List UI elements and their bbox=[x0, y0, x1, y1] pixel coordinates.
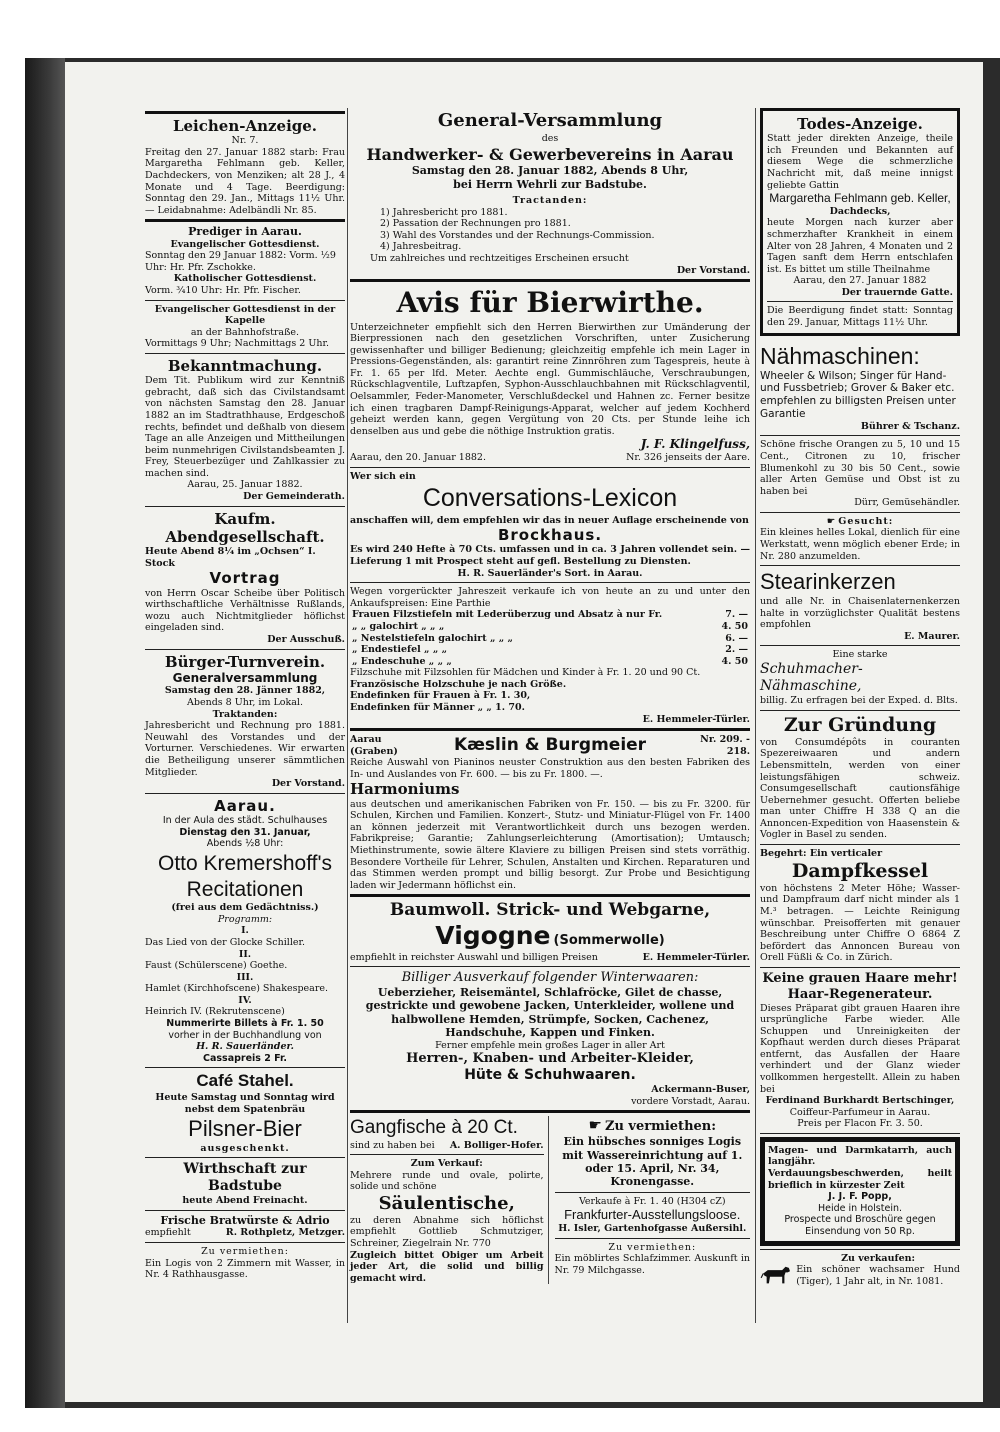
wirth-sub: heute Abend Freinacht. bbox=[182, 1195, 308, 1207]
otto-name: Otto Kremershoff's bbox=[157, 851, 333, 875]
prog-item: Hamlet (Kirchhofscene) Shakespeare. bbox=[145, 983, 329, 995]
kaes-place: Aarau (Graben) bbox=[350, 734, 398, 757]
grund-text: von Consumdépôts in couranten Spezereiwaaren und andern Lebensmitteln, werden von einer leistungsfähigen schweiz. Consumgesellschaft cautionsfähige Uebernehmer gesucht. Offerten beliebe man unter Chiffre H 338 Q an die Annoncen-Expedition von Haasenstein & Vogler in Basel zu senden. bbox=[760, 736, 960, 841]
haar-text: Dieses Präparat gibt grauen Haaren ihre ursprüngliche Farbe wieder. Alle Schuppen und Unreinigkeiten der Kopfhaut werden durch dieses Präparat entfernt, das Ausfallen der Haare verhindert und der Glanz wieder vollkommen hergestellt. Allein zu haben bei bbox=[760, 1002, 960, 1095]
gv-des: des bbox=[541, 133, 559, 145]
lex-text1: anschaffen will, dem empfehlen wir das in neuer Auflage erscheinende von bbox=[350, 514, 749, 526]
otto-day: Dienstag den 31. Januar, bbox=[179, 826, 311, 838]
vortrag-title: Vortrag bbox=[209, 569, 281, 588]
hund-text: Ein schöner wachsamer Hund (Tiger), 1 Jahr alt, in Nr. 1081. bbox=[796, 1264, 960, 1287]
kaufm-text: von Herrn Oscar Scheibe über Politisch wirthschaftliche Verhältnisse Rußlands, wozu auch Nichtmitglieder höflichst eingeladen sind. bbox=[145, 587, 345, 634]
otto-place: In der Aula des städt. Schulhauses bbox=[162, 814, 328, 826]
dog-icon bbox=[760, 1253, 792, 1295]
prog-item: Das Lied von der Glocke Schiller. bbox=[145, 936, 306, 948]
column-right bbox=[760, 108, 960, 1295]
evang-text: Sonntag den 29 Januar 1882: Vorm. ½9 Uhr: Hr. Pfr. Zschokke. bbox=[145, 250, 336, 273]
shoes-item: „ Nestelstiefeln galochirt „ „ „ bbox=[352, 632, 513, 644]
shoes-intro: Wegen vorgerückter Jahreszeit verkaufe ich von heute an zu und unter den Ankaufspreisen: Eine Parthie bbox=[350, 586, 750, 609]
vigogne-sub: (Sommerwolle) bbox=[553, 933, 665, 949]
otto-billets: Nummerirte Billets à Fr. 1. 50 bbox=[166, 1017, 324, 1029]
zuverm-text: Ein Logis von 2 Zimmern mit Wasser, in Nr. 4 Rathhausgasse. bbox=[145, 1257, 345, 1281]
zimmer-title: Zu vermiethen: bbox=[608, 1241, 697, 1253]
kaes-title: Kæslin & Burgmeier bbox=[453, 735, 647, 756]
saeul-text3: Zugleich bittet Obiger um Arbeit jeder Art, die solid und billig gemacht wird. bbox=[350, 1249, 544, 1284]
naeh-text: Wheeler & Wilson; Singer für Hand- und Fussbetrieb; Grover & Baker etc. empfehlen zu billigsten Preisen unter Garantie bbox=[760, 369, 956, 421]
column-left bbox=[145, 108, 345, 1281]
prog-item: Faust (Schülerscene) Goethe. bbox=[145, 960, 288, 972]
gv-tr: Tractanden: bbox=[512, 195, 588, 207]
tod-title: Todes-Anzeige. bbox=[797, 115, 923, 133]
prog-item: III. bbox=[236, 971, 254, 983]
lex-head: Wer sich ein bbox=[350, 470, 416, 482]
cafe-title: Café Stahel. bbox=[196, 1071, 294, 1091]
leichen-title: Leichen-Anzeige. bbox=[172, 117, 318, 135]
column-rule bbox=[347, 108, 348, 1323]
book-spine bbox=[25, 58, 65, 1408]
evang-heading: Evangelischer Gottesdienst. bbox=[170, 238, 320, 250]
prog-item: II. bbox=[238, 948, 252, 960]
magen-place: Heide in Holstein. bbox=[818, 1202, 902, 1214]
tod-place: Aarau, den 27. Januar 1882 bbox=[793, 275, 927, 287]
prog-item: IV. bbox=[238, 994, 252, 1006]
haar-price: Preis per Flacon Fr. 3. 50. bbox=[797, 1118, 923, 1130]
shoes-price: 7. — bbox=[725, 609, 748, 621]
brat-name: R. Rothpletz, Metzger. bbox=[225, 1227, 345, 1239]
avis-place: Aarau, den 20. Januar 1882. bbox=[350, 451, 486, 463]
shoes-sig: E. Hemmeler-Türler. bbox=[642, 713, 750, 725]
gv-verein: Handwerker- & Gewerbevereins in Aarau bbox=[366, 144, 734, 164]
leichen-text: Freitag den 27. Januar 1882 starb: Frau Margaretha Fehlmann geb. Keller, Dachdeckers, von Menziken; alt 28 J., 4 Monate und 4 Tage. Beerdigung: Sonntag den 29. Jan., Mittags 11½ Uhr. — Leidabnahme: Adelbändli Nr. 85. bbox=[145, 146, 345, 216]
gv-item: 4) Jahresbeitrag. bbox=[380, 241, 462, 253]
avis-text: Unterzeichneter empfiehlt sich den Herren Bierwirthen zur Umänderung der Bierpressionen nach den gesetzlichen Vorschriften, unter Zusicherung gewissenhafter und billiger Bedienung; gleichzeitig empfehle ich mein Lager in Pressions-Gegenständen, als: garantirt reine Zinnröhren zum Tagespreis, heute à Fr. 1. 65 per lfd. Meter. Aechte engl. Gummischläuche, Verschraubungen, Rückschlagventile, Luftzapfen, Syphon-Ausschlauchbahnen mit Rückschlagventil, Oelsammler, Feder-Manometer, Verschlußdeckel und Hahnen zc. Ferner besitze ich einen tragbaren Dampf-Reinigungs-Apparat, welcher auf jedem Kochherd geheizt werden kann, gegen Vergütung von 20 Cts. per Stunde leihe ich denselben aus und gebe die nöthige Instruktion gratis. bbox=[350, 321, 750, 437]
table-row bbox=[350, 656, 750, 668]
shoes-price: 2. — bbox=[725, 644, 748, 656]
kapelle-sub: an der Bahnhofstraße. bbox=[190, 326, 300, 338]
shoes-table bbox=[350, 609, 750, 667]
shoes-item: „ „ galochirt „ „ „ bbox=[352, 620, 445, 632]
vigogne-title: Vigogne bbox=[435, 921, 551, 951]
wirth-title: Wirthschaft zur Badstube bbox=[183, 1161, 307, 1195]
haar-sub: Haar-Regenerateur. bbox=[787, 986, 933, 1002]
saeul-zv: Zum Verkauf: bbox=[410, 1158, 483, 1170]
schuh-text: billig. Zu erfragen bei der Exped. d. Blts. bbox=[760, 695, 958, 707]
haar-name: Ferdinand Burkhardt Bertschinger, bbox=[765, 1095, 955, 1107]
naeh-sig: Bührer & Tschanz. bbox=[860, 420, 960, 432]
column-middle bbox=[350, 108, 750, 1284]
shoes-item: Frauen Filzstiefeln mit Lederüberzug und Absatz à nur Fr. bbox=[352, 609, 663, 621]
shoes-price: 4. 50 bbox=[721, 620, 748, 632]
grund-title: Zur Gründung bbox=[783, 713, 937, 736]
turn-time: Abends 8 Uhr, im Lokal. bbox=[187, 697, 303, 709]
schuh-title: Schuhmacher-Nähmaschine, bbox=[760, 660, 863, 694]
dampf-title: Dampfkessel bbox=[791, 859, 929, 882]
baum-text: empfiehlt in reichster Auswahl und billigen Preisen bbox=[350, 951, 598, 963]
otto-prog: Programm: bbox=[217, 913, 273, 925]
kaes-text: aus deutschen und amerikanischen Fabriken von Fr. 150. — bis zu Fr. 3200. für Schulen, Kirchen und Familien. Konzert-, Stutz- und Miniatur-Flügel von Fr. 1400 an können jederzeit mit Verantwortlichkeit durch uns bezogen werden. Fabrikpreise; Garantie; Zahlungserleichterung (Amortisation); Umtausch; Miethinstrumente, sowie ältere Klaviere zu billigen Preisen sind stets vorräthig. Besondere Vortheile für Lehrer, Schulen, Anstalten und Kirchen. Reparaturen und das Stimmen werden prompt und billig besorgt. Zur Probe und Besichtigung laden wir Jedermann höflichst ein. bbox=[350, 798, 750, 891]
page-content bbox=[140, 108, 985, 1348]
turn-date: Samstag den 28. Jänner 1882, bbox=[164, 685, 326, 697]
gv-item: 1) Jahresbericht pro 1881. bbox=[380, 206, 508, 218]
leichen-nr: Nr. 7. bbox=[231, 135, 259, 147]
loose-sig: H. Isler, Gartenhofgasse Außersihl. bbox=[558, 1223, 747, 1235]
kaufm-sig: Der Ausschuß. bbox=[267, 633, 345, 645]
table-row bbox=[350, 633, 750, 645]
turn-sig: Der Vorstand. bbox=[271, 778, 345, 790]
gv-title: General-Versammlung bbox=[437, 110, 663, 131]
gv-sig: Der Vorstand. bbox=[676, 264, 750, 276]
gv-place: bei Herrn Wehrli zur Badstube. bbox=[453, 177, 647, 191]
kapelle-text: Vormittags 9 Uhr; Nachmittags 2 Uhr. bbox=[145, 338, 329, 350]
bekannt-title: Bekanntmachung. bbox=[167, 356, 323, 375]
lex-title: Conversations-Lexicon bbox=[422, 484, 678, 513]
turn-gv: Generalversammlung bbox=[172, 670, 318, 685]
logis-title: Zu vermiethen: bbox=[604, 1119, 717, 1135]
table-row bbox=[350, 621, 750, 633]
kaufm-line: Heute Abend 8¼ im „Ochsen“ I. Stock bbox=[145, 546, 316, 569]
ausv-ferner: Ferner empfehle mein großes Lager in aller Art bbox=[435, 1039, 665, 1051]
ges-text: Ein kleines helles Lokal, dienlich für eine Werkstatt, wenn möglich ebener Erde; in Nr. 280 anzumelden. bbox=[760, 527, 960, 562]
bekannt-text: Dem Tit. Publikum wird zur Kenntniß gebracht, daß sich das Civilstandsamt von nächsten Samstag den 28. Januar 1882 an im Stadtrathhause, Erdgeschoß rechts, befindet und deßhalb von diesem Tage an alle Anzeigen und Mittheilungen beim nunmehrigen Civilstandsbeamten J. Frey, Steuerbezüger und Zahlkassier zu machen sind. bbox=[145, 375, 345, 479]
ausv-h2: Hüte & Schuhwaaren. bbox=[464, 1067, 636, 1084]
shoes-price: 6. — bbox=[725, 632, 748, 644]
kaes-nr: Nr. 209. - 218. bbox=[700, 734, 750, 757]
gang-text: sind zu haben bei bbox=[350, 1139, 435, 1151]
loose-title: Frankfurter-Ausstellungsloose. bbox=[564, 1207, 741, 1223]
ausv-text: Ueberzieher, Reisemäntel, Schlafröcke, Gilet de chasse, gestrickte und gewobene Jacken, Unterkleider, wollene und halbwollene Hemden, Strümpfe, Socken, Cachenez, Handschuhe, Kappen und Finken. bbox=[365, 986, 735, 1040]
table-row bbox=[350, 644, 750, 656]
kaufm-title: Kaufm. Abendgesellschaft. bbox=[165, 509, 325, 546]
bekannt-sig: Der Gemeinderath. bbox=[243, 491, 345, 503]
todes-box bbox=[760, 108, 960, 336]
baum-sig: E. Hemmeler-Türler. bbox=[642, 951, 750, 963]
cafe-beer: Pilsner-Bier bbox=[188, 1116, 302, 1142]
gv-item: 2) Passation der Rechnungen pro 1881. bbox=[380, 218, 571, 230]
saeul-text: Mehrere runde und ovale, polirte, solide und schöne bbox=[350, 1169, 544, 1193]
prog-item: Heinrich IV. (Rekrutenscene) bbox=[145, 1006, 285, 1018]
haar-title: Keine grauen Haare mehr! bbox=[762, 970, 958, 986]
stear-sig: E. Maurer. bbox=[904, 630, 960, 642]
ausv-addr: vordere Vorstadt, Aarau. bbox=[631, 1095, 750, 1107]
pointing-hand-icon: ☛ bbox=[826, 515, 836, 527]
magen-name: J. J. F. Popp, bbox=[828, 1191, 892, 1203]
shoes-filz: Filzschuhe mit Filzsohlen für Mädchen und Kinder à Fr. 1. 20 und 90 Ct. bbox=[350, 667, 701, 679]
naeh-title: Nähmaschinen: bbox=[760, 342, 920, 369]
kapelle-heading: Evangelischer Gottesdienst in der Kapelle bbox=[154, 303, 336, 327]
lex-sig: H. R. Sauerländer's Sort. in Aarau. bbox=[457, 567, 643, 579]
cafe-aus: ausgeschenkt. bbox=[200, 1142, 290, 1154]
kaes-line1: Reiche Auswahl von Pianinos neuster Construktion aus den besten Fabriken des In- und Auslandes von Fr. 600. — bis zu Fr. 1800. —. bbox=[350, 757, 750, 780]
loose-line: Verkaufe à Fr. 1. 40 (H304 cZ) bbox=[578, 1195, 726, 1207]
ausv-title: Billiger Ausverkauf folgender Winterwaaren: bbox=[401, 970, 699, 986]
tod-text: Statt jeder direkten Anzeige, theile ich Freunden und Bekannten auf diesem Wege die schmerzliche Nachricht mit, daß meine innigst geliebte Gattin bbox=[767, 133, 953, 191]
shoes-ende2: Endefinken für Männer „ „ 1. 70. bbox=[350, 701, 525, 713]
saeul-text2: zu deren Abnahme sich höflichst empfiehlt Gottlieb Schmutziger, Schreiner, Ziegelrain Nr. 770 bbox=[350, 1214, 544, 1249]
avis-sig: J. F. Klingelfuss, bbox=[640, 437, 750, 452]
gang-title: Gangfische à 20 Ct. bbox=[350, 1117, 518, 1139]
hund-title: Zu verkaufen: bbox=[841, 1252, 916, 1264]
shoes-item: „ Endeschuhe „ „ „ bbox=[352, 655, 452, 667]
otto-rec: Recitationen bbox=[186, 878, 304, 901]
tod-text2: heute Morgen nach kurzer aber schmerzhafter Krankheit in einem Alter von 28 Jahren, 4 Monaten und 2 Tagen sanft dem Herrn entschlafen ist. Es bittet um stille Theilnahme bbox=[767, 217, 953, 275]
stear-title: Stearinkerzen bbox=[760, 569, 896, 595]
otto-kasse: Cassapreis 2 Fr. bbox=[203, 1052, 287, 1064]
cafe-text: Heute Samstag und Sonntag wird nebst dem Spatenbräu bbox=[155, 1092, 335, 1115]
kath-text: Vorm. ¾10 Uhr: Hr. Pfr. Fischer. bbox=[145, 285, 301, 297]
ausv-h1: Herren-, Knaben- und Arbeiter-Kleider, bbox=[406, 1051, 694, 1067]
shoes-ende1: Endefinken für Frauen à Fr. 1. 30, bbox=[350, 690, 531, 702]
bekannt-date: Aarau, 25. Januar 1882. bbox=[187, 479, 303, 491]
tod-sig: Der trauernde Gatte. bbox=[841, 286, 953, 298]
haar-occ: Coiffeur-Parfumeur in Aarau. bbox=[789, 1106, 931, 1118]
shoes-price: 4. 50 bbox=[721, 655, 748, 667]
avis-addr: Nr. 326 jenseits der Aare. bbox=[626, 451, 750, 463]
gv-date: Samstag den 28. Januar 1882, Abends 8 Uhr, bbox=[411, 164, 689, 178]
prediger-title: Prediger in Aarau. bbox=[188, 225, 302, 239]
baum-title: Baumwoll. Strick- und Webgarne, bbox=[389, 900, 711, 921]
magen-text2: Prospecte und Broschüre gegen Einsendung von 50 Rp. bbox=[784, 1214, 936, 1237]
ausv-sig: Ackermann-Buser, bbox=[651, 1084, 750, 1096]
lex-text2: Es wird 240 Hefte à 70 Cts. umfassen und in ca. 3 Jahren vollendet sein. — Lieferung 1 mit Prospect steht auf gefl. Bestellung zu Diensten. bbox=[350, 544, 750, 568]
magen-text: Magen- und Darmkatarrh, auch langjähr. Verdauungsbeschwerden, heilt brieflich in kürzester Zeit bbox=[768, 1144, 952, 1191]
tod-dach: Dachdecks, bbox=[829, 205, 891, 217]
otto-sauer: H. R. Sauerländer. bbox=[196, 1041, 294, 1053]
dampf-text: von höchstens 2 Meter Höhe; Wasser- und Dampfraum darf nicht minder als 1 M.³ betragen. — Leichte Reinigung wünschbar. Preisofferten mit genauer Beschreibung unter Chiffre O 6864 Z befördert das Annoncen Bureau von Orell Füßli & Co. in Zürich. bbox=[760, 882, 960, 964]
ges-title: Gesucht: bbox=[838, 515, 894, 527]
turn-title: Bürger-Turnverein. bbox=[164, 652, 326, 671]
shoes-item: „ Endestiefel „ „ „ bbox=[352, 644, 448, 656]
avis-title: Avis für Bierwirthe. bbox=[396, 286, 704, 320]
shoes-holz: Französische Holzschuhe je nach Größe. bbox=[350, 678, 567, 690]
oran-text: Schöne frische Orangen zu 5, 10 und 15 Cent., Citronen zu 10, frischer Blumenkohl zu 30 bis 50 Cent., sowie aller Arten Gemüse und Obst ist zu haben bei bbox=[760, 439, 960, 497]
otto-time: Abends ½8 Uhr: bbox=[206, 838, 284, 850]
tod-beerd: Die Beerdigung findet statt: Sonntag den 29. Januar, Mittags 11½ Uhr. bbox=[767, 305, 953, 329]
otto-vorher: vorher in der Buchhandlung von bbox=[168, 1029, 322, 1041]
logis-text: Ein hübsches sonniges Logis mit Wassereinrichtung auf 1. oder 15. April, Nr. 34, Kronengasse. bbox=[562, 1135, 743, 1189]
tod-name: Margaretha Fehlmann geb. Keller, bbox=[769, 191, 951, 206]
turn-tr: Traktanden: bbox=[212, 708, 278, 720]
brat-title: Frische Bratwürste & Adrio bbox=[160, 1213, 330, 1227]
lex-brock: Brockhaus. bbox=[497, 526, 603, 545]
table-row bbox=[350, 609, 750, 621]
magen-box bbox=[760, 1137, 960, 1246]
kath-heading: Katholischer Gottesdienst. bbox=[173, 273, 317, 285]
kaes-harm: Harmoniums bbox=[350, 780, 460, 799]
gv-item: 3) Wahl des Vorstandes und der Rechnungs-Commission. bbox=[380, 229, 655, 241]
gang-sig: A. Bolliger-Hofer. bbox=[449, 1139, 544, 1151]
dampf-pre: Begehrt: Ein verticaler bbox=[760, 848, 883, 860]
pointing-hand-icon: ☛ bbox=[588, 1116, 602, 1135]
column-rule bbox=[755, 108, 756, 1323]
turn-text: Jahresbericht und Rechnung pro 1881. Neuwahl des Vorstandes und der Vorturner. Verschiedenes. Wir erwarten die Betheiligung unserer sämmtlichen Mitglieder. bbox=[145, 720, 345, 778]
gv-call: Um zahlreiches und rechtzeitiges Erscheinen ersucht bbox=[370, 252, 629, 264]
schuh-pre: Eine starke bbox=[832, 649, 888, 661]
prog-item: I. bbox=[241, 925, 249, 937]
zimmer-text: Ein möblirtes Schlafzimmer. Auskunft in Nr. 79 Milchgasse. bbox=[554, 1253, 750, 1276]
stear-text: und alle Nr. in Chaisenlaternenkerzen halte in vorzüglichster Qualität bestens empfohlen bbox=[760, 596, 960, 631]
otto-frei: (frei aus dem Gedächtniss.) bbox=[171, 902, 319, 914]
oran-sig: Dürr, Gemüsehändler. bbox=[854, 497, 960, 509]
zuverm-title: Zu vermiethen: bbox=[201, 1245, 289, 1257]
saeul-title: Säulentische, bbox=[378, 1192, 515, 1214]
brat-by: empfiehlt bbox=[145, 1227, 191, 1239]
otto-city: Aarau. bbox=[214, 796, 276, 815]
